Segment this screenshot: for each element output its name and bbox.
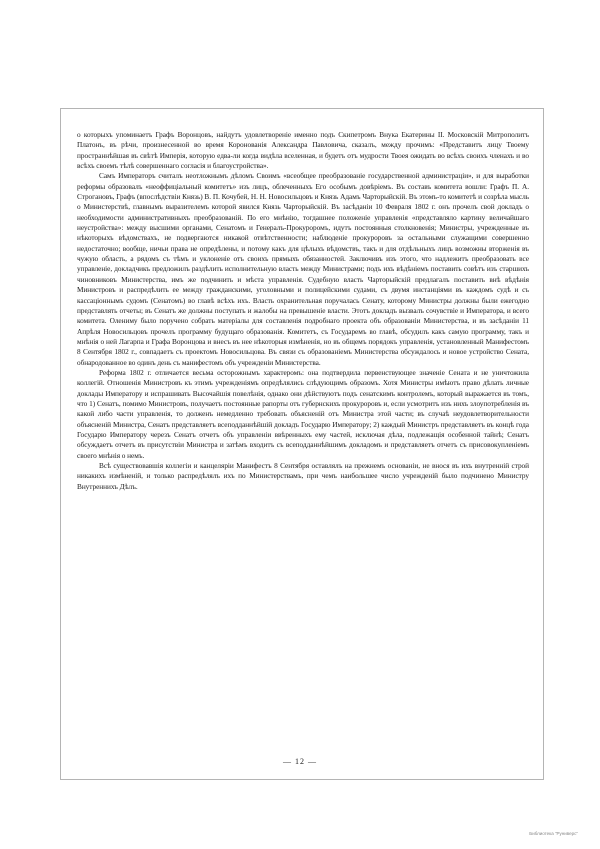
page-number: — 12 —	[283, 757, 317, 766]
paragraph: о которыхъ упоминаетъ Графъ Воронцовъ, найдутъ удовлетвореніе именно подъ Скипетромъ Внука Екатерины II. Московскій Митрополитъ Платонъ, въ рѣчи, произнесенной во время Коронованія Александра Павловича, сказалъ, между прочимъ: «Представитъ лицу Твоему пространнѣйшая въ свѣтѣ Имперія, которую едва-ли когда видѣла вселенная, и будетъ отъ мудрости Твоея ожидать во всѣхъ своихъ членахъ и во всѣхъ своемъ тѣлѣ совершеннаго согласія и благоустройства».	[77, 130, 529, 171]
body-text	[77, 130, 529, 492]
paragraph: Реформа 1802 г. отличается весьма осторожнымъ характеромъ: она подтвердила первенствующее значеніе Сената и не уничтожила коллегій. Отношенія Министровъ къ этимъ учрежденіямъ опредѣлялись слѣдующимъ образомъ. Хотя Министры имѣютъ право дѣлать личные доклады Императору и испрашивать Высочайшія повелѣнія, однако они дѣйствуютъ подъ сенатскимъ контролемъ, который выражается въ томъ, что 1) Сенатъ, помимо Министровъ, получаетъ постоянные рапорты отъ губернскихъ прокуроровъ и, если усмотритъ изъ нихъ злоупотребленія въ какой либо части управленія, то долженъ немедленно требовать объясненій отъ Министра этой части; въ случаѣ неудовлетворительности объясненій Министра, Сенатъ представляетъ всеподданнѣйшій докладъ Государю Императору; 2) каждый Министръ представляетъ въ концѣ года Государю Императору черезъ Сенатъ отчетъ объ управленіи ввѣренныхъ ему частей, исключая дѣла, подлежащія особенной тайнѣ; Сенатъ обсуждаетъ отчетъ въ присутствіи Министра и затѣмъ входитъ съ всеподданнѣйшимъ докладомъ и представляетъ отчетъ съ присовокупленіемъ своего мнѣнія о немъ.	[77, 367, 529, 460]
footer-credit: Библиотека "Руниверс"	[529, 831, 578, 836]
paragraph: Всѣ существовавшія коллегіи и канцеляріи Манифестъ 8 Сентября оставлялъ на прежнемъ основаніи, не внося въ ихъ внутренній строй никакихъ измѣненій, и только распредѣлялъ ихъ по Министерствамъ, при чемъ наибольшее число учрежденій было подчинено Министру Внутреннихъ Дѣлъ.	[77, 461, 529, 491]
paragraph: Самъ Императоръ считалъ неотложнымъ дѣломъ Своимъ «всеобщее преобразованіе государственной администраціи», и для выработки реформы образовалъ «неоффиціальный комитетъ» изъ лицъ, облеченныхъ Его особымъ довѣріемъ. Въ составъ комитета вошли: Графъ П. А. Строгановъ, Графъ (впослѣдствіи Князь) В. П. Кочубей, Н. Н. Новосильцовъ и Князь Адамъ Чарторыйскій. Въ этомъ-то комитетѣ и созрѣла мысль о Министерствѣ, главнымъ выразителемъ которой явился Князь Чарторыйскій. Въ засѣданіи 10 Февраля 1802 г. онъ прочелъ свой докладъ о необходимости административныхъ преобразованій. По его мнѣнію, тогдашнее положеніе управленія «представляло картину величайшаго неустройства»: между высшими органами, Сенатомъ и Генералъ-Прокуроромъ, идутъ постоянныя столкновенія; Министры, учрежденные въ нѣкоторыхъ вѣдомствахъ, не подвергаются никакой отвѣтственности; наблюденіе прокуроровъ за остальными служащими совершенно недостаточно; вообще, ничьи права не опредѣлены, и потому какъ для цѣлыхъ вѣдомствъ, такъ и для отдѣльныхъ лицъ возможны вторженія въ чужую область, а рядомъ съ тѣмъ и уклоненіе отъ своихъ прямыхъ обязанностей. Заключивъ изъ этого, что надлежитъ преобразовать все управленіе, докладчикъ предложилъ раздѣлить исполнительную власть между Министрами; подъ ихъ вѣдѣніемъ поставить совѣтъ изъ старшихъ чиновниковъ Министерства, имъ же подчинить и мѣста управленія. Судебную власть Чарторыйскій предлагалъ поставить внѣ вѣдѣнія Министровъ и распредѣлить ее между гражданскими, уголовными и полицейскими судами, съ двумя инстанціями въ каждомъ судѣ и съ кассаціоннымъ судомъ (Сенатомъ) во главѣ всѣхъ ихъ. Власть охранительная поручалась Сенату, которому Министры должны были ежегодно представлять отчеты; въ Сенатъ же должны поступать и жалобы на превышеніе власти. Этотъ докладъ вызвалъ сочувствіе и Императора, и всего комитета. Олениму было поручено собрать матеріалы для составленія подробнаго проекта объ образованіи Министерства, и въ засѣданіи 11 Апрѣля Новосильцовъ прочелъ программу будущаго образованія. Комитетъ, съ Государемъ во главѣ, обсудилъ какъ самую программу, такъ и мнѣнія о ней Лагарпа и Графа Воронцова и внесъ въ нее нѣкоторыя измѣненія, но въ общемъ порядокъ управленія, установленный Манифестомъ 8 Сентября 1802 г., совпадаетъ съ проектомъ Новосильцова. Въ связи съ образованіемъ Министерства обсуждалось и новое устройство Сената, обнародованное во одинъ день съ манифестомъ объ учрежденіи Министерства.	[77, 171, 529, 367]
